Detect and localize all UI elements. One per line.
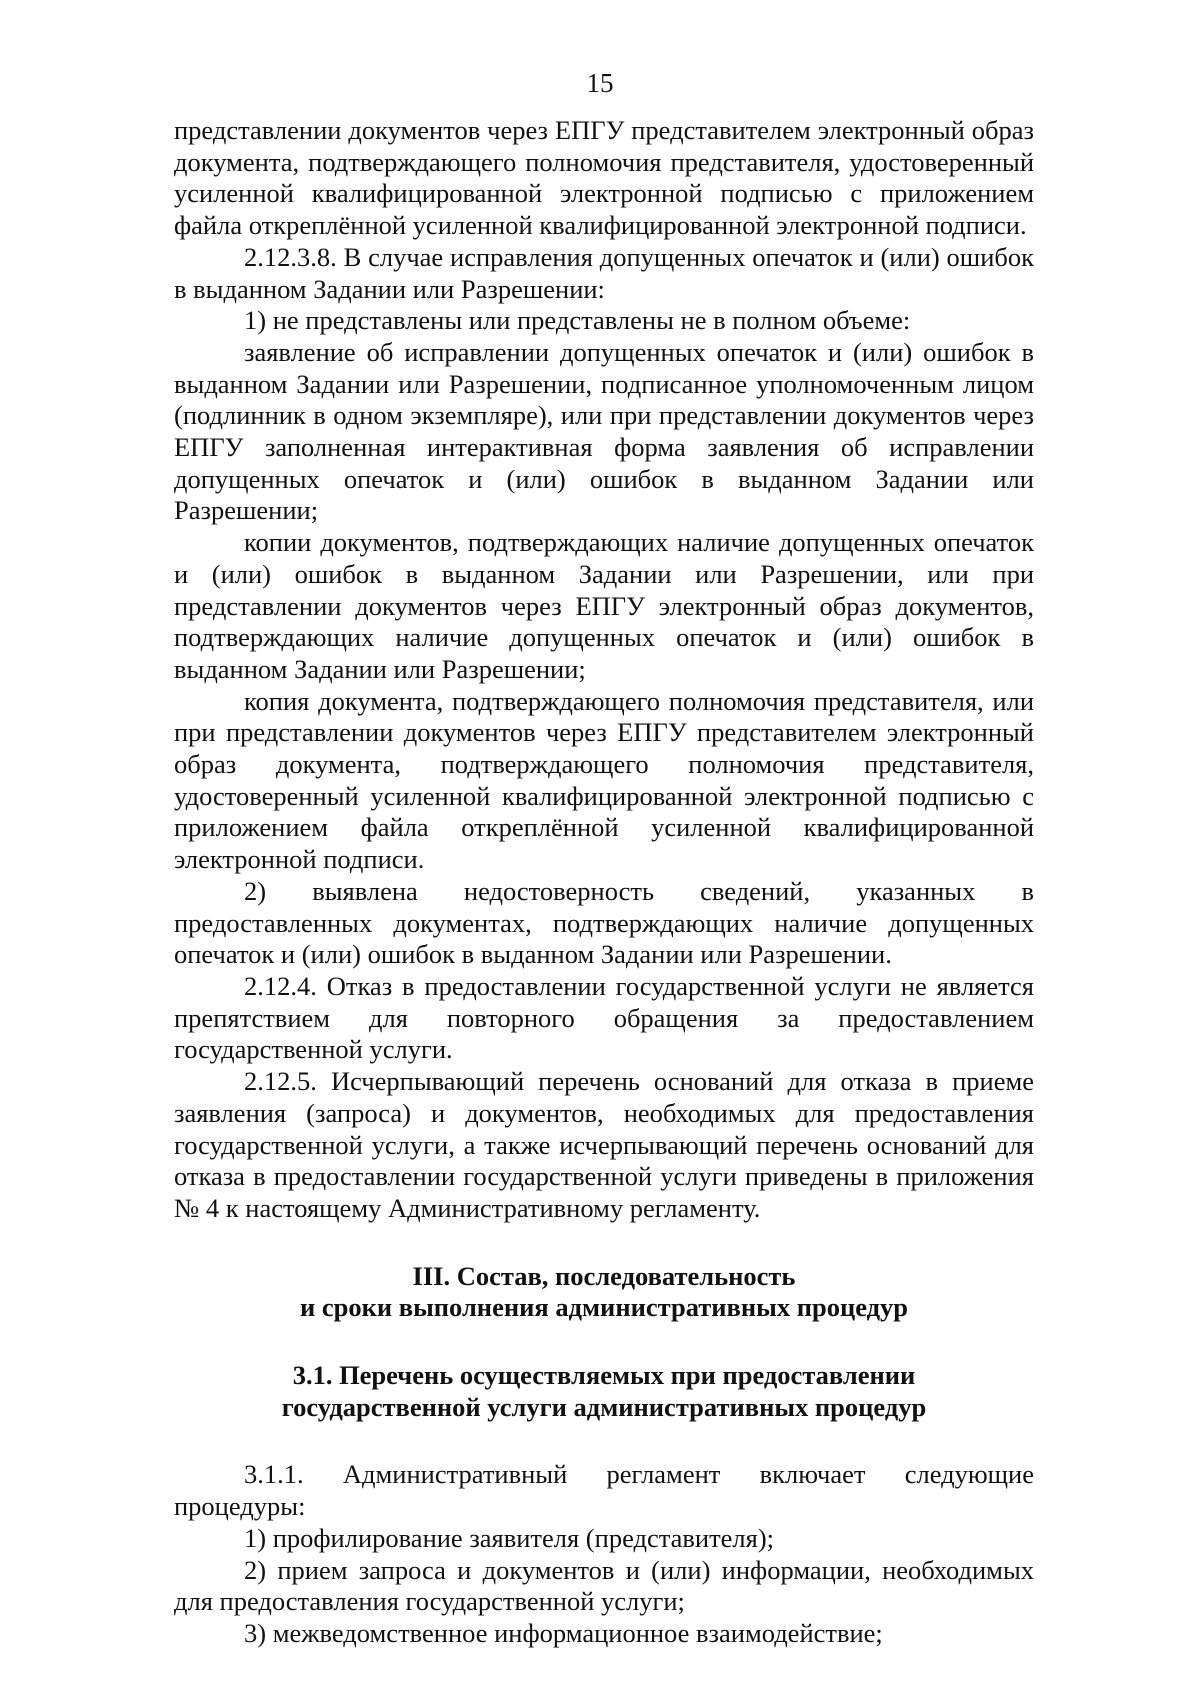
paragraph: 2.12.3.8. В случае исправления допущенных опечаток и (или) ошибок в выданном Задании или Разрешении: [174, 241, 1034, 304]
paragraph: представлении документов через ЕПГУ представителем электронный образ документа, подтверждающего полномочия представителя, удостоверенный усиленной квалифицированной электронной подписью с приложением файла откреплённой усиленной квалифицированной электронной подписи. [174, 115, 1034, 241]
section-heading-line: и сроки выполнения административных процедур [299, 1292, 909, 1323]
paragraph: 1) не представлены или представлены не в полном объеме: [244, 305, 911, 336]
paragraph: копия документа, подтверждающего полномочия представителя, или при представлении документов через ЕПГУ представителем электронный образ документа, подтверждающего полномочия представителя, удостоверенный усиленной квалифицированной электронной подписью с приложением файла откреплённой усиленной квалифицированной электронной подписи. [174, 685, 1034, 875]
paragraph: 2.12.5. Исчерпывающий перечень оснований для отказа в приеме заявления (запроса) и документов, необходимых для предоставления государственной услуги, а также исчерпывающий перечень оснований для отказа в предоставлении государственной услуги приведены в приложения № 4 к настоящему Административному регламенту. [174, 1066, 1034, 1223]
paragraph: 3) межведомственное информационное взаимодействие; [244, 1617, 883, 1648]
paragraph: 2) выявлена недостоверность сведений, указанных в предоставленных документах, подтверждающих наличие допущенных опечаток и (или) ошибок в выданном Задании или Разрешении. [174, 875, 1034, 970]
subsection-heading [174, 1360, 1034, 1423]
paragraph: копии документов, подтверждающих наличие допущенных опечаток и (или) ошибок в выданном Задании или Разрешении, или при представлении документов через ЕПГУ электронный образ документов, подтверждающих наличие допущенных опечаток и (или) ошибок в выданном Задании или Разрешении; [174, 527, 1034, 684]
section-heading-line: III. Состав, последовательность [412, 1260, 796, 1291]
paragraph: 2.12.4. Отказ в предоставлении государственной услуги не является препятствием для повторного обращения за предоставлением государственной услуги. [174, 970, 1034, 1065]
subsection-heading-line: 3.1. Перечень осуществляемых при предоставлении [292, 1360, 916, 1391]
subsection-heading-line: государственной услуги административных процедур [281, 1391, 927, 1422]
document-body [174, 115, 1034, 1650]
paragraph: заявление об исправлении допущенных опечаток и (или) ошибок в выданном Задании или Разрешении, подписанное уполномоченным лицом (подлинник в одном экземпляре), или при представлении документов через ЕПГУ заполненная интерактивная форма заявления об исправлении допущенных опечаток и (или) ошибок в выданном Задании или Разрешении; [174, 336, 1034, 526]
section-heading [174, 1261, 1034, 1324]
paragraph: 3.1.1. Административный регламент включает следующие процедуры: [174, 1459, 1034, 1522]
paragraph: 1) профилирование заявителя (представителя); [244, 1522, 775, 1553]
page-number: 15 [586, 68, 614, 98]
paragraph: 2) прием запроса и документов и (или) информации, необходимых для предоставления государственной услуги; [174, 1554, 1034, 1617]
